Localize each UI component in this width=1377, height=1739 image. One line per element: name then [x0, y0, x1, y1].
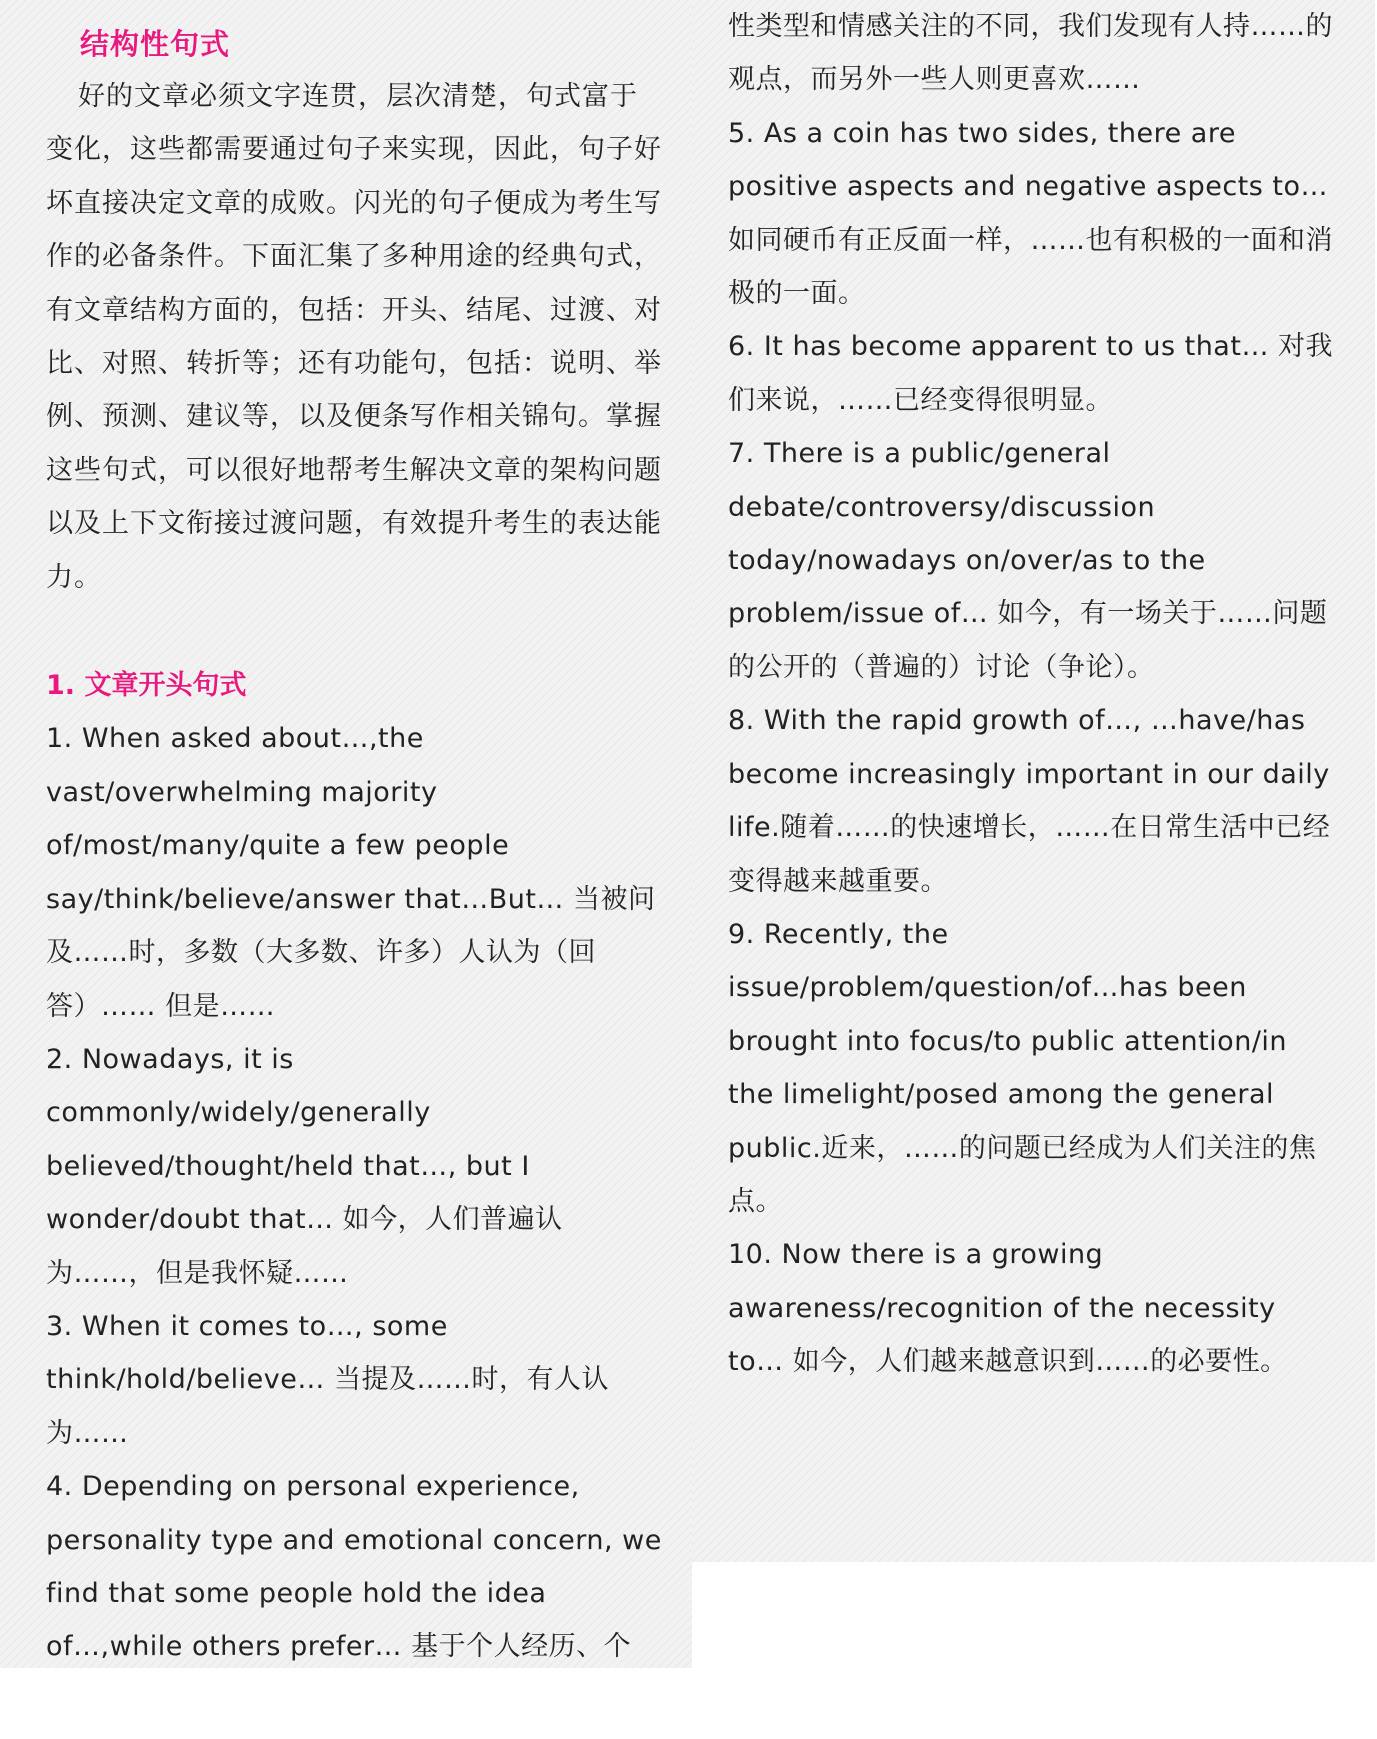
sentence-item-9: 9. Recently, the issue/problem/question/of…has been brought into focus/to public attention/in the limelight/posed among the general public.近来，……的问题已经成为人们关注的焦点。	[728, 918, 1317, 1217]
intro-paragraph: 好的文章必须文字连贯，层次清楚，句式富于变化，这些都需要通过句子来实现，因此，句子好坏直接决定文章的成败。闪光的句子便成为考生写作的必备条件。下面汇集了多种用途的经典句式，有文章结构方面的，包括：开头、结尾、过渡、对比、对照、转折等；还有功能句，包括：说明、举例、预测、建议等，以及便条写作相关锦句。掌握这些句式，可以很好地帮考生解决文章的架构问题以及上下文衔接过渡问题，有效提升考生的表达能力。	[46, 81, 662, 593]
sentence-item-8: 8. With the rapid growth of…, …have/has become increasingly important in our daily life.随着……的快速增长，……在日常生活中已经变得越来越重要。	[728, 705, 1331, 897]
sentence-item-3: 3. When it comes to…, some think/hold/believe… 当提及……时，有人认为……	[46, 1310, 609, 1449]
page-title: 结构性句式	[80, 27, 231, 61]
sentence-item-4-start: 4. Depending on personal experience, personality type and emotional concern, we find that some people hold the idea of…,while others prefer… 基于个人经历、个	[46, 1471, 662, 1663]
right-column	[728, 0, 1338, 1389]
section-heading-opening: 1. 文章开头句式	[46, 670, 247, 702]
section-spacer	[46, 604, 662, 659]
sentence-item-10: 10. Now there is a growing awareness/recognition of the necessity to… 如今，人们越来越意识到……的必要性。	[728, 1239, 1288, 1378]
sentence-item-7: 7. There is a public/general debate/controversy/discussion today/nowadays on/over/as to the problem/issue of… 如今，有一场关于……问题的公开的（普遍的）讨论（争论）。	[728, 438, 1328, 683]
sentence-item-1: 1. When asked about…,the vast/overwhelming majority of/most/many/quite a few people say/think/believe/answer that…But… 当被问及……时，多数（大多数、许多）人认为（回答）…… 但是……	[46, 723, 656, 1022]
sentence-item-6: 6. It has become apparent to us that… 对我们来说，……已经变得很明显。	[728, 331, 1334, 416]
sentence-item-2: 2. Nowadays, it is commonly/widely/generally believed/thought/held that…, but I wonder/doubt that… 如今，人们普遍认为……，但是我怀疑……	[46, 1043, 563, 1289]
sentence-item-5: 5. As a coin has two sides, there are positive aspects and negative aspects to… 如同硬币有正反面一样，……也有积极的一面和消极的一面。	[728, 117, 1333, 310]
left-column	[46, 18, 662, 1674]
sentence-item-4-continued: 性类型和情感关注的不同，我们发现有人持……的观点，而另外一些人则更喜欢……	[728, 11, 1333, 96]
